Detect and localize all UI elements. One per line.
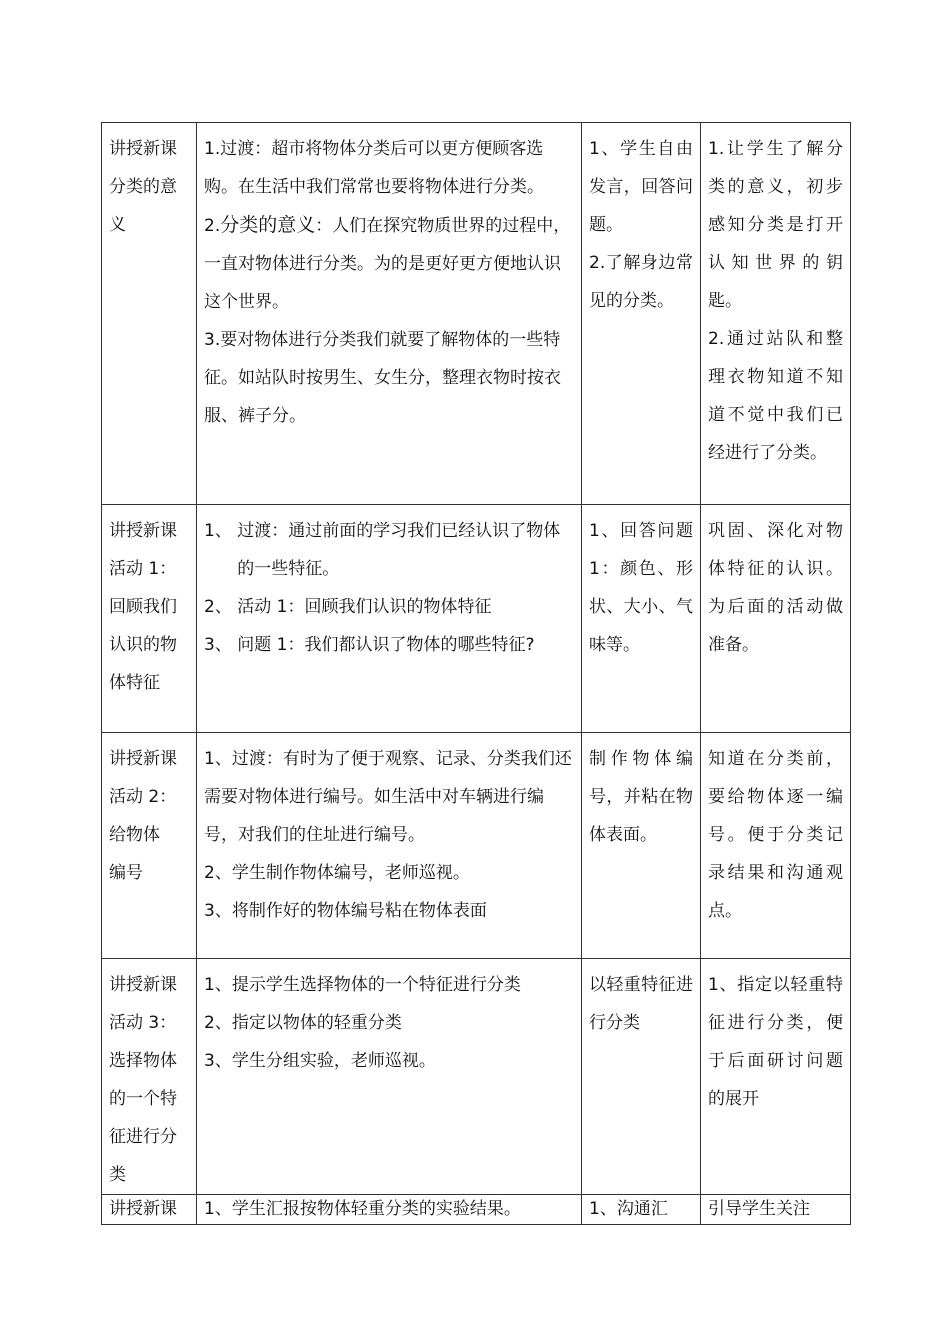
intent-item: 2.通过站队和整理衣物知道不知道不觉中我们已经进行了分类。 (708, 329, 843, 463)
process-item: 1、过渡：有时为了便于观察、记录、分类我们还需要对物体进行编号。如生活中对车辆进行编号，对我们的住址进行编号。 (204, 749, 572, 845)
process-cell (197, 733, 582, 959)
process-cell (197, 1195, 582, 1225)
student-item: 2.了解身边常见的分类。 (589, 253, 693, 311)
heading-text: 分类的意义 (220, 214, 316, 236)
table-row (102, 733, 851, 959)
process-cell (197, 123, 582, 505)
stage-line: 讲授新课 (109, 749, 177, 769)
student-cell (582, 959, 701, 1195)
student-item: 1、沟通汇 (589, 1199, 668, 1219)
stage-line: 活动 1： (109, 559, 177, 579)
table-row (102, 505, 851, 733)
stage-line: 选择物体的一个特征进行分类 (109, 1051, 177, 1185)
stage-cell (102, 505, 197, 733)
lesson-plan-table (101, 122, 851, 1225)
intent-item: 1、指定以轻重特征进行分类，便于后面研讨问题的展开 (708, 975, 843, 1109)
table-row (102, 959, 851, 1195)
process-item: 1.过渡：超市将物体分类后可以更方便顾客选购。在生活中我们常常也要将物体进行分类。 (204, 139, 544, 197)
process-item: 3、 问题 1：我们都认识了物体的哪些特征? (204, 635, 535, 655)
process-item: 1、提示学生选择物体的一个特征进行分类 (204, 975, 521, 995)
process-item: 3、学生分组实验，老师巡视。 (204, 1051, 436, 1071)
intent-item: 引导学生关注 (708, 1199, 810, 1219)
stage-line: 分类的意义 (109, 177, 177, 235)
stage-line: 活动 3： (109, 1013, 177, 1033)
student-item: 1、学生自由发言，回答问题。 (589, 139, 693, 235)
process-item: 1、学生汇报按物体轻重分类的实验结果。 (204, 1199, 521, 1219)
student-cell (582, 733, 701, 959)
stage-line: 讲授新课 (109, 139, 177, 159)
stage-cell (102, 733, 197, 959)
stage-line: 讲授新课 (109, 1199, 177, 1219)
process-item: 2.分类的意义：人们在探究物质世界的过程中，一直对物体进行分类。为的是更好更方便地认识这个世界。 (204, 214, 571, 312)
intent-cell (701, 959, 851, 1195)
student-cell (582, 505, 701, 733)
intent-cell (701, 733, 851, 959)
stage-line: 讲授新课 (109, 975, 177, 995)
process-item: 3.要对物体进行分类我们就要了解物体的一些特征。如站队时按男生、女生分，整理衣物时按衣服、裤子分。 (204, 330, 561, 426)
stage-line: 编号 (109, 863, 143, 883)
student-cell (582, 123, 701, 505)
stage-line: 给物体 (109, 825, 160, 845)
student-item: 以轻重特征进行分类 (589, 975, 693, 1033)
intent-item: 知道在分类前，要给物体逐一编号。便于分类记录结果和沟通观点。 (708, 749, 843, 921)
intent-cell (701, 505, 851, 733)
stage-cell (102, 123, 197, 505)
student-item: 1、回答问题 1：颜色、形状、大小、气味等。 (589, 521, 693, 655)
table-row (102, 123, 851, 505)
process-item: 1、 过渡：通过前面的学习我们已经认识了物体的一些特征。 (204, 521, 561, 579)
process-item: 3、将制作好的物体编号粘在物体表面 (204, 901, 487, 921)
intent-cell (701, 1195, 851, 1225)
intent-item: 巩固、深化对物体特征的认识。为后面的活动做准备。 (708, 521, 843, 655)
stage-line: 回顾我们认识的物体特征 (109, 597, 177, 693)
process-cell (197, 959, 582, 1195)
intent-item: 1.让学生了解分类的意义，初步感知分类是打开认知世界的钥匙。 (708, 139, 843, 311)
intent-cell (701, 123, 851, 505)
process-item: 2、 活动 1：回顾我们认识的物体特征 (204, 597, 492, 617)
process-cell (197, 505, 582, 733)
stage-cell (102, 959, 197, 1195)
student-item: 制作物体编号，并粘在物体表面。 (589, 749, 693, 845)
table-row (102, 1195, 851, 1225)
process-item: 2、指定以物体的轻重分类 (204, 1013, 402, 1033)
stage-line: 活动 2： (109, 787, 177, 807)
process-item: 2、学生制作物体编号，老师巡视。 (204, 863, 470, 883)
stage-cell (102, 1195, 197, 1225)
stage-line: 讲授新课 (109, 521, 177, 541)
student-cell (582, 1195, 701, 1225)
